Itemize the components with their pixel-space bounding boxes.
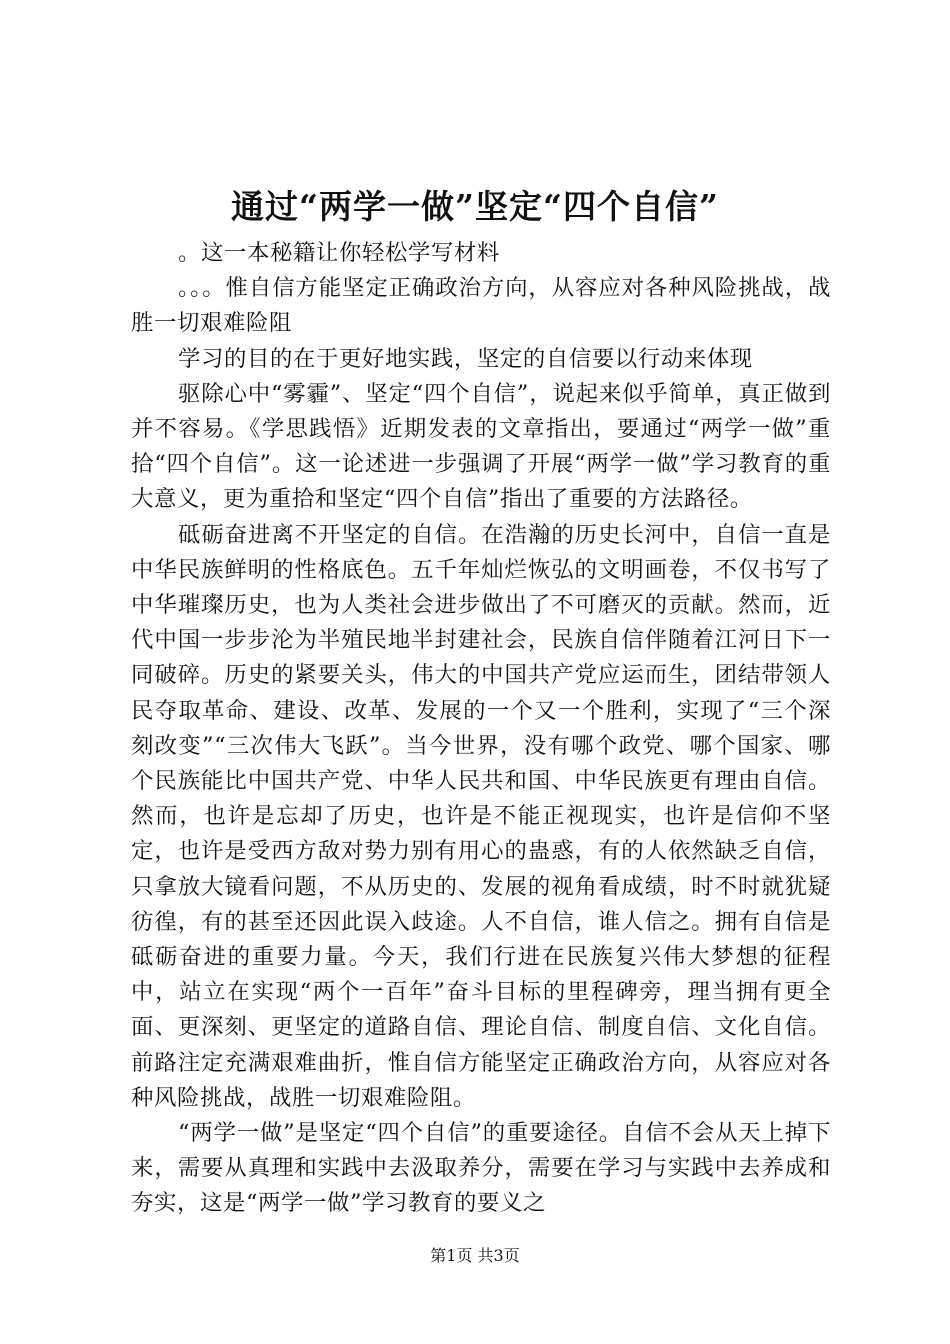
document-body [131,236,831,1222]
paragraph: 。这一本秘籍让你轻松学写材料 [178,240,500,266]
page-footer: 第1页 共3页 [430,1246,520,1265]
paragraph: 驱除心中“雾霾”、坚定“四个自信”，说起来似乎简单，真正做到并不容易。《学思践悟》近期发表的文章指出，要通过“两学一做”重拾“四个自信”。这一论述进一步强调了开展“两学一做”学习教育的重大意义，更为重拾和坚定“四个自信”指出了重要的方法路径。 [131,380,831,513]
document-title: 通过“两学一做”坚定“四个自信” [231,187,719,226]
paragraph: 砥砺奋进离不开坚定的自信。在浩瀚的历史长河中，自信一直是中华民族鲜明的性格底色。五千年灿烂恢弘的文明画卷，不仅书写了中华璀璨历史，也为人类社会进步做出了不可磨灭的贡献。然而，近代中国一步步沦为半殖民地半封建社会，民族自信伴随着江河日下一同破碎。历史的紧要关头，伟大的中国共产党应运而生，团结带领人民夺取革命、建设、改革、发展的一个又一个胜利，实现了“三个深刻改变”“三次伟大飞跃”。当今世界，没有哪个政党、哪个国家、哪个民族能比中国共产党、中华人民共和国、中华民族更有理由自信。然而，也许是忘却了历史，也许是不能正视现实，也许是信仰不坚定，也许是受西方敌对势力别有用心的蛊惑，有的人依然缺乏自信，只拿放大镜看问题，不从历史的、发展的视角看成绩，时不时就犹疑彷徨，有的甚至还因此误入歧途。人不自信，谁人信之。拥有自信是砥砺奋进的重要力量。今天，我们行进在民族复兴伟大梦想的征程中，站立在实现“两个一百年”奋斗目标的里程碑旁，理当拥有更全面、更深刻、更坚定的道路自信、理论自信、制度自信、文化自信。前路注定充满艰难曲折，惟自信方能坚定正确政治方向，从容应对各种风险挑战，战胜一切艰难险阻。 [131,521,831,1111]
paragraph: “两学一做”是坚定“四个自信”的重要途径。自信不会从天上掉下来，需要从真理和实践中去汲取养分，需要在学习与实践中去养成和夯实，这是“两学一做”学习教育的要义之 [131,1120,831,1217]
paragraph: 学习的目的在于更好地实践，坚定的自信要以行动来体现 [178,345,753,372]
paragraph: 。。。惟自信方能坚定正确政治方向，从容应对各种风险挑战，战胜一切艰难险阻 [131,275,831,337]
